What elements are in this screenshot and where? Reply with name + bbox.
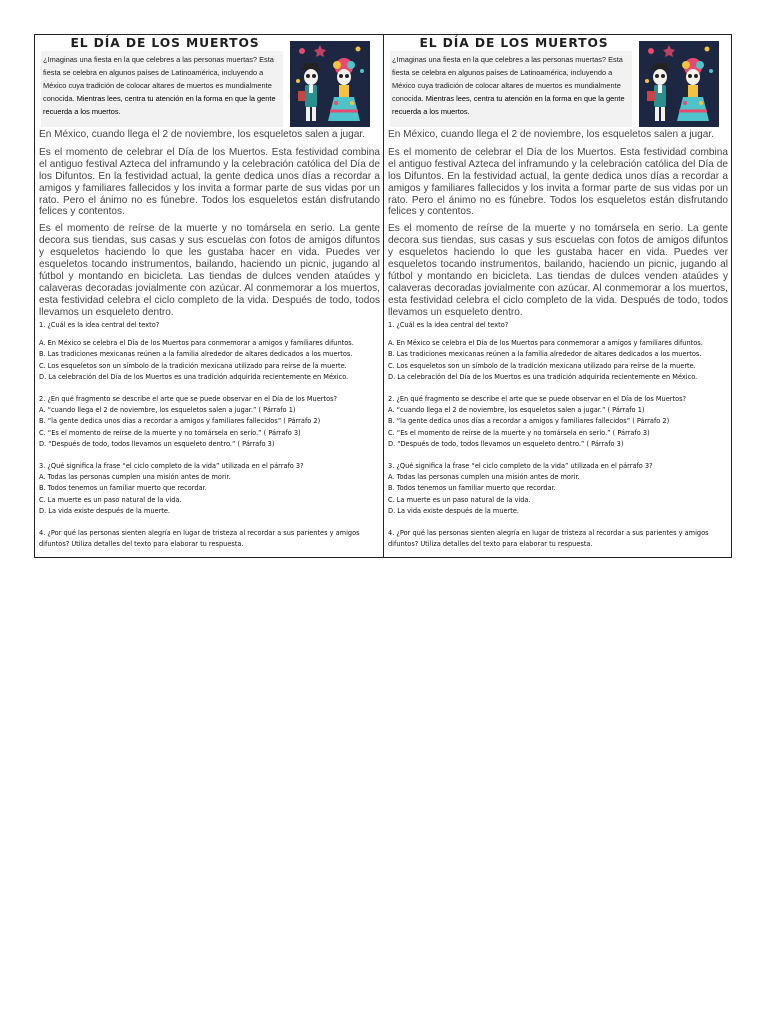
option-1c: C. Los esqueletos son un símbolo de la tradición mexicana utilizado para reírse de la muerte.: [388, 361, 696, 370]
option-1b: B. Las tradiciones mexicanas reúnen a la familia alrededor de altares dedicados a los muertos.: [388, 350, 702, 359]
spacer: [388, 331, 728, 338]
paragraph-2: Es el momento de celebrar el Día de los Muertos. Esta festividad combina el antiguo festival Azteca del inframundo y la celebración católica del Día de los Difuntos. En la festividad actual, la gente dedica unos días a recordar a amigos y familiares fallecidos y los invita a formar parte de sus vidas por un rato. Pero el ánimo no es fúnebre. Todos los esqueletos están disfrutando felices y contentos.: [388, 146, 728, 218]
questions: [39, 320, 380, 551]
option-3c: C. La muerte es un paso natural de la vida.: [39, 495, 182, 504]
option-2d: D. “Después de todo, todos llevamos un esqueleto dentro.” ( Párrafo 3): [388, 440, 624, 449]
option-1d: D. La celebración del Día de los Muertos es una tradición adquirida recientemente en México.: [39, 373, 349, 382]
option-3c: C. La muerte es un paso natural de la vida.: [388, 495, 531, 504]
intro-instruction: Mientras lees, centra tu atención en la forma en que la gente recuerda a los muertos.: [43, 94, 276, 116]
spacer: [388, 451, 728, 461]
spacer: [39, 518, 380, 528]
worksheet-sheet: [34, 34, 732, 558]
intro-text: ¿Imaginas una fiesta en la que celebres a las personas muertas? Esta fiesta se celebra en algunos países de Latinoamérica, incluyendo a México cuya tradición de colocar altares de muertos es mundialmente conocida.: [392, 55, 623, 103]
option-2c: C. “Es el momento de reírse de la muerte y no tomársela en serio.” ( Párrafo 3): [39, 428, 301, 437]
worksheet-copy-left: [35, 35, 383, 557]
option-1a: A. En México se celebra el Día de los Muertos para conmemorar a amigos y familiares difuntos.: [39, 339, 354, 347]
question-1: 1. ¿Cuál es la idea central del texto?: [388, 320, 509, 329]
catrina-illustration-svg: [290, 41, 370, 127]
worksheet-title: EL DÍA DE LOS MUERTOS: [419, 36, 609, 50]
option-3b: B. Todos tenemos un familiar muerto que recordar.: [388, 484, 556, 493]
question-3: 3. ¿Qué significa la frase “el ciclo completo de la vida” utilizada en el párrafo 3?: [388, 461, 653, 470]
question-3: 3. ¿Qué significa la frase “el ciclo completo de la vida” utilizada en el párrafo 3?: [39, 461, 304, 470]
question-4: 4. ¿Por qué las personas sienten alegría en lugar de tristeza al recordar a sus parientes y amigos difuntos? Utiliza detalles del texto para elaborar tu respuesta.: [39, 528, 360, 549]
intro-instruction: Mientras lees, centra tu atención en la forma en que la gente recuerda a los muertos.: [392, 94, 625, 116]
option-1d: D. La celebración del Día de los Muertos es una tradición adquirida recientemente en México.: [388, 373, 698, 382]
questions: [388, 320, 728, 551]
question-1: 1. ¿Cuál es la idea central del texto?: [39, 320, 160, 329]
spacer: [39, 451, 380, 461]
option-1b: B. Las tradiciones mexicanas reúnen a la familia alrededor de altares dedicados a los muertos.: [39, 350, 353, 359]
catrina-illustration: [290, 41, 370, 127]
worksheet-copy-right: [383, 35, 731, 557]
option-2a: A. “cuando llega el 2 de noviembre, los esqueletos salen a jugar.” ( Párrafo 1): [39, 406, 296, 415]
option-3d: D. La vida existe después de la muerte.: [388, 507, 520, 516]
option-2d: D. “Después de todo, todos llevamos un esqueleto dentro.” ( Párrafo 3): [39, 440, 275, 449]
paragraph-1: En México, cuando llega el 2 de noviembre, los esqueletos salen a jugar.: [388, 129, 715, 140]
worksheet-header: [388, 35, 728, 129]
option-3a: A. Todas las personas cumplen una misión antes de morir.: [39, 473, 231, 482]
catrina-illustration-svg: [639, 41, 719, 127]
intro-box: [41, 51, 283, 127]
option-1c: C. Los esqueletos son un símbolo de la tradición mexicana utilizado para reírse de la muerte.: [39, 361, 347, 370]
paragraph-1: En México, cuando llega el 2 de noviembre, los esqueletos salen a jugar.: [39, 129, 366, 140]
paragraph-3: Es el momento de reírse de la muerte y no tomársela en serio. La gente decora sus tiendas, sus casas y sus escuelas con fotos de amigos difuntos y esqueletos haciendo lo que les gustaba hacer en vida. Puedes ver esqueletos tocando instrumentos, bailando, haciendo un picnic, jugando al fútbol y montando en bicicleta. Las tiendas de dulces venden ataúdes y calaveras decoradas jovialmente con azúcar. Al conmemorar a los muertos, esta festividad celebra el ciclo completo de la vida. Después de todo, todos llevamos un esqueleto dentro.: [388, 223, 728, 318]
paragraph-3: Es el momento de reírse de la muerte y no tomársela en serio. La gente decora sus tiendas, sus casas y sus escuelas con fotos de amigos difuntos y esqueletos haciendo lo que les gustaba hacer en vida. Puedes ver esqueletos tocando instrumentos, bailando, haciendo un picnic, jugando al fútbol y montando en bicicleta. Las tiendas de dulces venden ataúdes y calaveras decoradas jovialmente con azúcar. Al conmemorar a los muertos, esta festividad celebra el ciclo completo de la vida. Después de todo, todos llevamos un esqueleto dentro.: [39, 223, 380, 318]
option-1a: A. En México se celebra el Día de los Muertos para conmemorar a amigos y familiares difuntos.: [388, 339, 703, 347]
catrina-illustration: [639, 41, 719, 127]
question-2: 2. ¿En qué fragmento se describe el arte que se puede observar en el Día de los Muertos?: [39, 394, 338, 403]
spacer: [39, 384, 380, 394]
intro-box: [390, 51, 632, 127]
option-3a: A. Todas las personas cumplen una misión antes de morir.: [388, 473, 580, 482]
option-2c: C. “Es el momento de reírse de la muerte y no tomársela en serio.” ( Párrafo 3): [388, 428, 650, 437]
question-2: 2. ¿En qué fragmento se describe el arte que se puede observar en el Día de los Muertos?: [388, 394, 687, 403]
paragraph-2: Es el momento de celebrar el Día de los Muertos. Esta festividad combina el antiguo festival Azteca del inframundo y la celebración católica del Día de los Difuntos. En la festividad actual, la gente dedica unos días a recordar a amigos y familiares fallecidos y los invita a formar parte de sus vidas por un rato. Pero el ánimo no es fúnebre. Todos los esqueletos están disfrutando felices y contentos.: [39, 146, 380, 218]
option-2a: A. “cuando llega el 2 de noviembre, los esqueletos salen a jugar.” ( Párrafo 1): [388, 406, 645, 415]
worksheet-title: EL DÍA DE LOS MUERTOS: [70, 36, 260, 50]
option-2b: B. “la gente dedica unos días a recordar a amigos y familiares fallecidos” ( Párrafo 2): [388, 417, 670, 426]
spacer: [388, 518, 728, 528]
spacer: [388, 384, 728, 394]
intro-text: ¿Imaginas una fiesta en la que celebres a las personas muertas? Esta fiesta se celebra en algunos países de Latinoamérica, incluyendo a México cuya tradición de colocar altares de muertos es mundialmente conocida.: [43, 55, 274, 103]
worksheet-header: [39, 35, 380, 129]
option-3b: B. Todos tenemos un familiar muerto que recordar.: [39, 484, 207, 493]
spacer: [39, 331, 380, 338]
option-2b: B. “la gente dedica unos días a recordar a amigos y familiares fallecidos” ( Párrafo 2): [39, 417, 321, 426]
option-3d: D. La vida existe después de la muerte.: [39, 507, 171, 516]
question-4: 4. ¿Por qué las personas sienten alegría en lugar de tristeza al recordar a sus parientes y amigos difuntos? Utiliza detalles del texto para elaborar tu respuesta.: [388, 528, 709, 549]
